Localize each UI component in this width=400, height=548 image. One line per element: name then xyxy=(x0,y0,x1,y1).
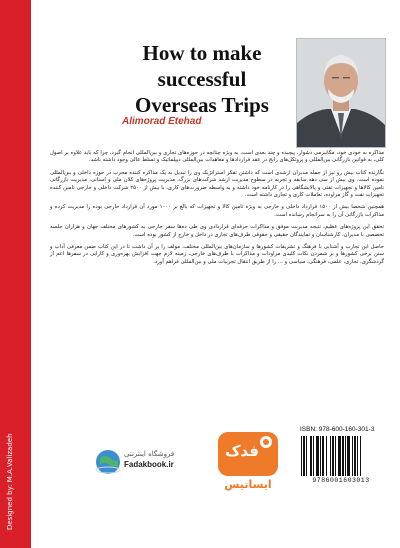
publisher-wordmark: فدک xyxy=(225,442,259,460)
barcode-bar xyxy=(347,436,350,476)
publisher-logo xyxy=(216,428,280,498)
description-paragraph: نگارنده کتاب بیش رو نیز از جمله مدیران ارشدی است که داشتن تفکر استراتژیک وی را تبدیل به یک مذاکره کننده مجرب در حوزه داخلی و بین‌المللی نموده است. وی بیش از سی دهه سابقه و تجربه در سطوح مدیریت ارشد شرکت‌های بزرگ، مدیریت پروژه‌های کلان ملی و استانی، مدیریت بازرگانی تامین کالاها و تجهیزات نفتی و پالایشگاهی را در کارنامه خود داشته و به واسطه ضرورت‌های کاری، با بیش از ۲۵۰۰ شرکت داخلی و خارجی تامین کننده تجهیزات نفت و گاز مراوده، تعاملات کاری و تجاری داشته است. xyxy=(50,169,384,199)
barcode-bar xyxy=(357,436,358,476)
barcode-bar xyxy=(354,436,356,476)
author-name: Alimorad Etehad xyxy=(122,116,202,127)
barcode-bar xyxy=(352,436,353,476)
barcode-bar xyxy=(338,436,341,476)
book-title xyxy=(112,40,292,118)
barcode-bar xyxy=(301,436,302,476)
shop-url: Fadakbook.ir xyxy=(124,460,174,469)
description-paragraph: حاصل این تجارب و آشنایی با فرهنگ و تشریفات کشورها و سازمان‌های بین‌المللی مختلف، مولف را بر آن داشت تا در این کتاب ضمن معرفی آداب و سنن برخی کشورها و بر شمردن نکات کلیدی مراودات و مذاکرات با طرف‌های خارجی، زمینه لازم جهت افزایش بهره‌وری و کارایی در سفرها اعم از گردشگری، تجاری، علمی، فرهنگی، سیاسی و ... را از طریق انتقال تجربیات ملی و بین‌المللی فراهم آورد. xyxy=(50,244,384,265)
description-paragraph: همچنین شخصا بیش از ۱۵۰۰ قرارداد داخلی و خارجی به ویژه تامین کالا و تجهیزات که بالغ بر ۱۰۰۰ مورد آن قرارداد خارجی بوده را مدیریت کرده و مذاکرات بازرگانی آن را به سرانجام رسانده است. xyxy=(50,204,384,218)
barcode-bar xyxy=(320,436,321,476)
barcode-bar xyxy=(332,436,334,476)
author-portrait-image xyxy=(297,39,385,147)
barcode-image xyxy=(300,436,382,476)
barcode-bar xyxy=(303,436,305,476)
isbn-label: ISBN: 978-600-160-301-3 xyxy=(300,426,375,433)
barcode-bar xyxy=(313,436,314,476)
designer-credit: Designed by: M.A.Valizadeh xyxy=(6,433,14,530)
shop-name: فروشگاه اینترنتی xyxy=(124,450,175,458)
barcode-bar xyxy=(345,436,346,476)
description-paragraph: تحقق این پروژه‌های عظیم، نتیجه مدیریت موفق و مذاکرات حرفه‌ای قراردادی وی طی ده‌ها سفر خارجی به کشورهای مختلف جهان و هزاران جلسه تخصصی با مدیران، کارشناسان و نمایندگان حقیقی و حقوقی طرف‌های تجاری در داخل و خارج از کشور بوده است. xyxy=(50,224,384,238)
author-photo xyxy=(296,38,386,148)
description-paragraph: مذاکره به خودی خود، مکانیزمی دشوار، پیچیده و چند بعدی است، به ویژه چنانچه در حوزه‌های تجاری و بین‌المللی انجام گیرد، چرا که باید علاوه بر اصول کلی، به قوانین بازرگانی بین‌المللی و پروتکل‌های رایج در عقد قراردادها و معاهدات بین‌المللی دیپلماتیک و تسلط عالی وجود داشته باشد. xyxy=(50,150,384,164)
barcode-bar xyxy=(306,436,307,476)
red-spine-band xyxy=(0,0,31,548)
title-line-1: How to make xyxy=(142,41,262,65)
book-description xyxy=(50,150,384,271)
title-line-3: Overseas Trips xyxy=(135,93,269,117)
barcode-bar xyxy=(316,436,319,476)
title-line-2: successful xyxy=(157,67,247,91)
barcode-bar xyxy=(342,436,344,476)
barcode-bar xyxy=(326,436,327,476)
barcode-bar xyxy=(335,436,336,476)
barcode-bar xyxy=(360,436,361,476)
publisher-name: ایساتیس xyxy=(224,478,272,491)
barcode-bar xyxy=(330,436,331,476)
barcode-bar xyxy=(310,436,312,476)
barcode-number: 9786001603013 xyxy=(312,477,370,484)
globe-icon xyxy=(92,446,124,478)
barcode-bar xyxy=(322,436,324,476)
